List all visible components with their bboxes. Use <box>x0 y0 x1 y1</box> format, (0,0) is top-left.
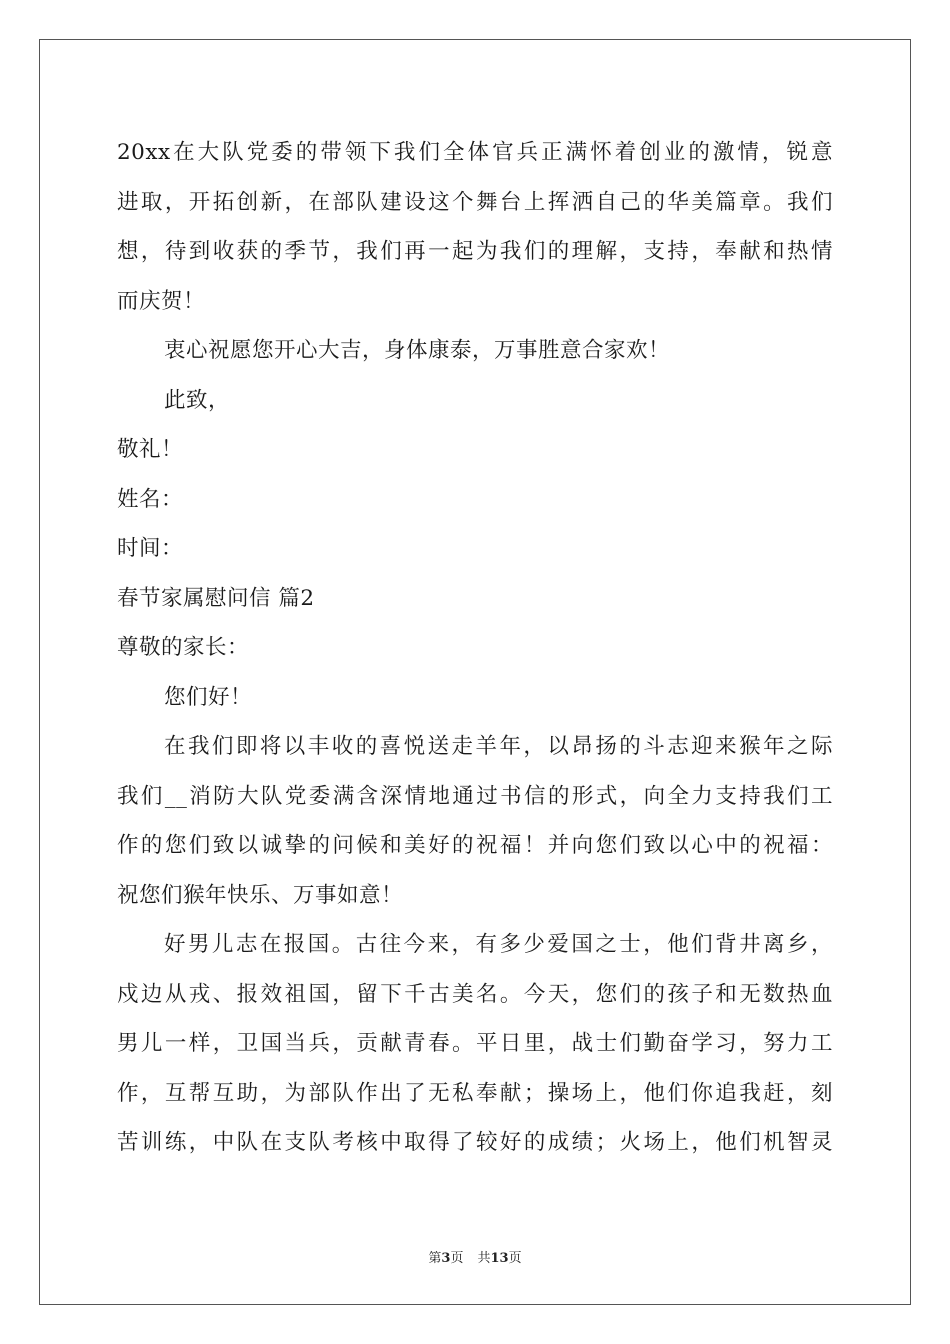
document-body <box>117 128 833 1168</box>
page-suffix: 页 <box>450 1251 464 1266</box>
total-prefix: 共 <box>477 1251 491 1266</box>
text-line: 而庆贺！ <box>117 288 206 314</box>
text-line: 祝您们猴年快乐、万事如意！ <box>117 882 404 908</box>
page-number: 3 <box>441 1251 451 1266</box>
total-suffix: 页 <box>508 1251 522 1266</box>
text-line: 我们__消防大队党委满含深情地通过书信的形式，向全力支持我们工 <box>117 783 833 809</box>
name-field: 姓名： <box>117 486 184 512</box>
greeting-line: 您们好！ <box>164 684 253 710</box>
text-line: 苦训练，中队在支队考核中取得了较好的成绩；火场上，他们机智灵 <box>117 1130 833 1155</box>
text-line: 20xx在大队党委的带领下我们全体官兵正满怀着创业的激情，锐意 <box>117 140 833 165</box>
closing-line: 此致， <box>164 387 231 413</box>
text-line: 男儿一样，卫国当兵，贡献青春。平日里，战士们勤奋学习，努力工 <box>117 1031 833 1056</box>
total-pages: 13 <box>490 1251 509 1266</box>
text-line: 想，待到收获的季节，我们再一起为我们的理解，支持，奉献和热情 <box>117 239 833 264</box>
text-line: 进取，开拓创新，在部队建设这个舞台上挥洒自己的华美篇章。我们 <box>117 189 833 215</box>
text-line: 戍边从戎、报效祖国，留下千古美名。今天，您们的孩子和无数热血 <box>117 981 833 1007</box>
blessing-line: 衷心祝愿您开心大吉，身体康泰，万事胜意合家欢！ <box>164 338 671 363</box>
page-prefix: 第 <box>428 1251 442 1266</box>
text-line: 好男儿志在报国。古往今来，有多少爱国之士，他们背井离乡， <box>164 932 833 957</box>
page-footer <box>0 1247 950 1266</box>
time-field: 时间： <box>117 536 184 561</box>
text-line: 作，互帮互助，为部队作出了无私奉献；操场上，他们你追我赶，刻 <box>117 1080 833 1106</box>
section-title: 春节家属慰问信 篇2 <box>117 585 315 611</box>
salutation: 尊敬的家长： <box>117 635 250 660</box>
salute-line: 敬礼！ <box>117 437 184 462</box>
text-line: 作的您们致以诚挚的问候和美好的祝福！并向您们致以心中的祝福： <box>117 833 833 858</box>
text-line: 在我们即将以丰收的喜悦送走羊年，以昂扬的斗志迎来猴年之际 <box>164 734 833 759</box>
